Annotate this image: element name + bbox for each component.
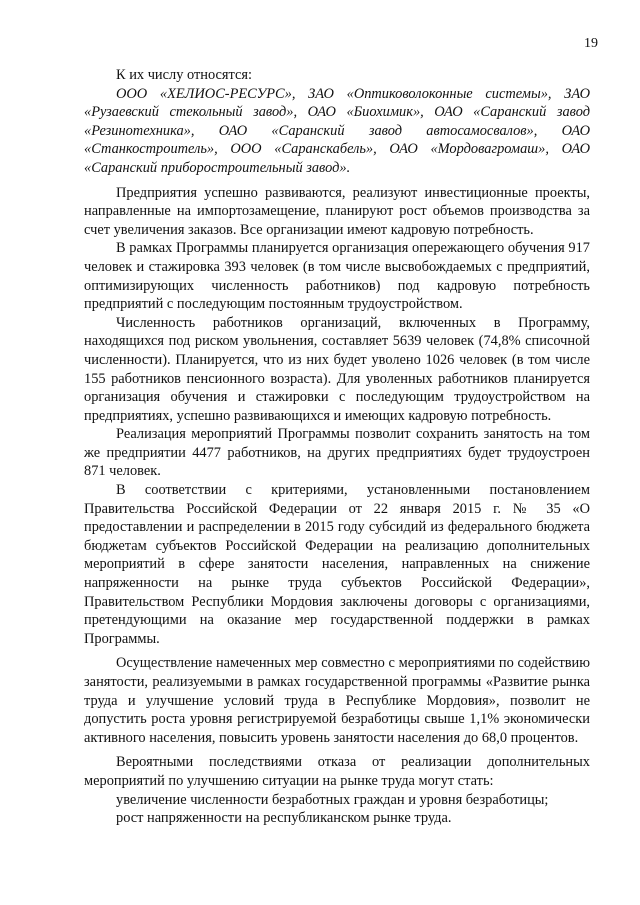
paragraph-intro: К их числу относятся: [116,67,253,83]
paragraph-training: В рамках Программы планируется организация опережающего обучения 917 человек и стажировка 393 человек (в том числе высвобождаемых с предприятий, оптимизирующих численность работников) под кадровую потребность предприятий с последующим постоянным трудоустройством. [84,240,590,313]
paragraph-consequence-1: увеличение численности безработных граждан и уровня безработицы; [116,791,549,808]
paragraph-headcount: Численность работников организаций, включенных в Программу, находящихся под риском увольнения, составляет 5639 человек (74,8% списочной численности). Планируется, что из них будет уволено 1026 человек (в том числе 155 работников пенсионного возраста). Для уволенных работников планируется организация обучения и стажировки с последующим трудоустройством на предприятиях, успешно развивающихся и имеющих кадровую потребность. [84,314,590,424]
page-body [84,66,590,828]
paragraph-enterprises: Предприятия успешно развиваются, реализуют инвестиционные проекты, направленные на импортозамещение, планируют рост объемов производства за счет увеличения заказов. Все организации имеют кадровую потребность. [84,184,590,238]
paragraph-measures: Осуществление намеченных мер совместно с мероприятиями по содействию занятости, реализуемыми в рамках государственной программы «Развитие рынка труда и улучшение условий труда в Республике Мордовия», позволит не допустить роста уровня регистрируемой безработицы свыше 1,1% экономически активного населения, повысить уровень занятости населения до 68,0 процентов. [84,655,590,746]
paragraph-organizations: ООО «ХЕЛИОС-РЕСУРС», ЗАО «Оптиковолоконные системы», ЗАО «Рузаевский стекольный завод», ОАО «Биохимик», ОАО «Саранский завод «Резинотехника», ОАО «Саранский завод автосамосвалов», ОАО «Станкостроитель», ООО «Саранскабель», ОАО «Мордовагромаш», ОАО «Саранский приборостроительный завод». [84,85,590,176]
paragraph-preserve: Реализация мероприятий Программы позволит сохранить занятость на том же предприятии 4477 работников, на других предприятиях будет трудоустроен 871 человек. [84,426,590,480]
paragraph-consequence-2: рост напряженности на республиканском рынке труда. [116,810,452,827]
page-number: 19 [584,36,598,51]
paragraph-agreements: В соответствии с критериями, установленными постановлением Правительства Российской Федерации от 22 января 2015 г. № 35 «О предоставлении и распределении в 2015 году субсидий из федерального бюджета бюджетам субъектов Российской Федерации на реализацию дополнительных мероприятий в сфере занятости населения, направленных на снижение напряженности на рынке труда субъектов Российской Федерации», Правительством Республики Мордовия заключены договоры с организациями, претендующими на оказание мер государственной поддержки в рамках Программы. [84,482,590,647]
paragraph-consequences: Вероятными последствиями отказа от реализации дополнительных мероприятий по улучшению ситуации на рынке труда могут стать: [84,754,590,789]
